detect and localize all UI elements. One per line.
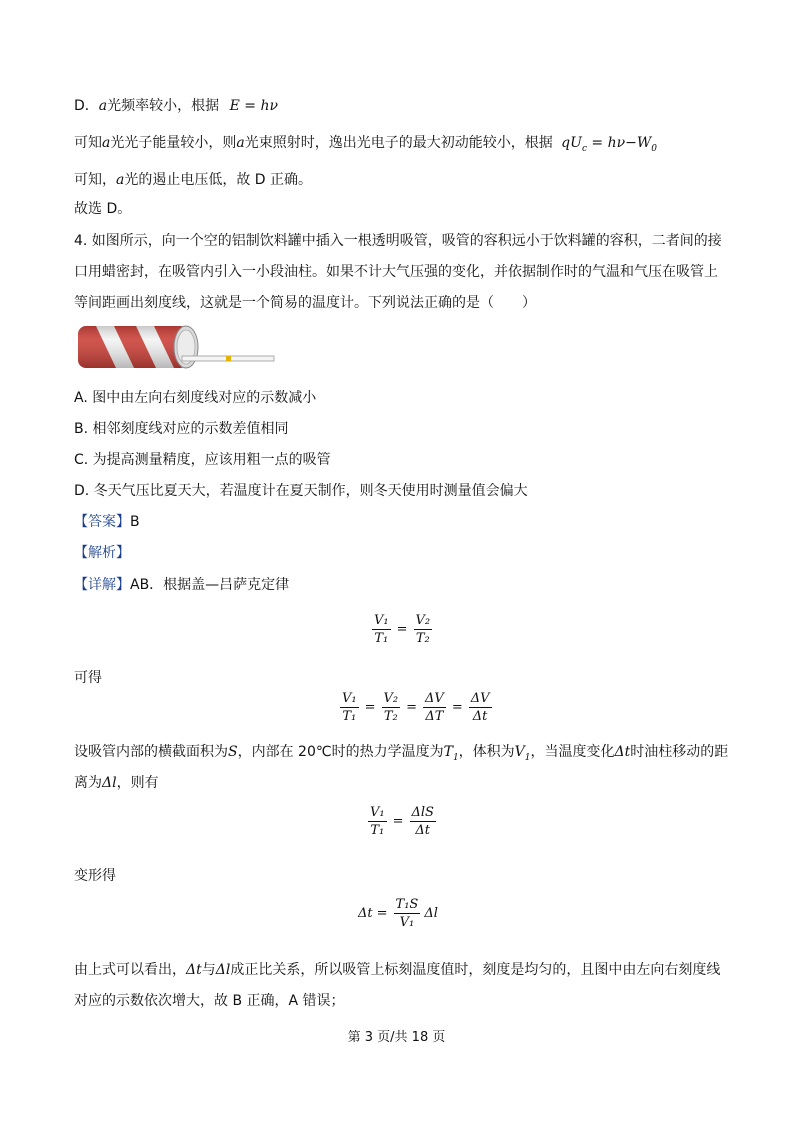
eq-part: = hν−W (586, 135, 652, 151)
var-v: V (514, 744, 525, 760)
denominator: T₁ (374, 631, 389, 646)
text: 可知 (74, 135, 102, 151)
fraction (394, 896, 421, 931)
sub: 1 (524, 752, 531, 763)
line-conclusion-1 (74, 960, 720, 980)
answer-value: B (130, 514, 140, 530)
denominator: Δt (415, 823, 431, 838)
option-d: D. 冬天气压比夏天大，若温度计在夏天制作，则冬天使用时测量值会偏大 (74, 483, 528, 499)
page-footer: 第 3 页/共 18 页 (347, 1030, 446, 1045)
numerator: V₁ (342, 691, 357, 706)
denominator: Δt (472, 709, 488, 724)
fraction (414, 612, 433, 647)
text: ，则有 (116, 775, 159, 791)
fraction (423, 690, 446, 725)
option-c: C. 为提高测量精度，应该用粗一点的吸管 (74, 452, 331, 468)
fraction (382, 690, 401, 725)
equation-3 (366, 804, 438, 839)
question-4-line-3: 等间距画出刻度线，这就是一个简易的温度计。下列说法正确的是（ ） (74, 295, 536, 311)
denominator: ΔT (425, 709, 444, 724)
detail-text: AB．根据盖—吕萨克定律 (130, 577, 290, 593)
text: 光束照射时，逸出光电子的最大初动能较小，根据 (244, 135, 553, 151)
detail-line (74, 575, 289, 595)
fraction (368, 804, 387, 839)
fraction (372, 612, 391, 647)
var-dt: Δt (614, 744, 631, 760)
numerator: T₁S (395, 897, 419, 912)
var-a: a (116, 172, 125, 188)
eq-part: qU (561, 135, 582, 151)
denominator: T₂ (415, 631, 430, 646)
analysis-line (74, 543, 130, 563)
equation-e-hv: E = hν (229, 98, 278, 114)
var-dl: Δl (102, 775, 117, 791)
text: 由上式可以看出， (74, 962, 186, 978)
equals-sign: = (396, 622, 408, 637)
text: 设吸管内部的横截面积为 (74, 744, 228, 760)
text: 光光子能量较小，则 (110, 135, 237, 151)
var-a: a (236, 135, 245, 151)
var-t: T (443, 744, 453, 760)
denominator: T₂ (383, 709, 398, 724)
option-a: A. 图中由左向右刻度线对应的示数减小 (74, 390, 317, 406)
option-d-prefix: D． (74, 98, 99, 114)
soda-can-thermometer-image (74, 322, 279, 372)
equation-2 (338, 690, 494, 725)
text: 时油柱移动的距 (630, 744, 729, 760)
question-4-line-2: 口用蜡密封，在吸管内引入一小段油柱。如果不计大气压强的变化，并依据制作时的气温和气压在吸管上 (74, 264, 718, 280)
line-conclusion-2: 对应的示数依次增大，故 B 正确，A 错误； (74, 993, 345, 1009)
equals-sign: = (451, 700, 463, 715)
denominator: T₁ (370, 823, 385, 838)
var-dl: Δl (215, 962, 231, 978)
var-a: a (98, 98, 108, 114)
text: ，内部在 20℃时的热力学温度为 (237, 744, 444, 760)
analysis-label: 【解析】 (74, 545, 130, 561)
denominator: T₁ (342, 709, 357, 724)
text: 离为 (74, 775, 102, 791)
lhs: Δt (358, 906, 373, 921)
option-d-line (74, 96, 278, 116)
line-zhidian (74, 170, 312, 190)
fraction (410, 804, 436, 839)
rhs: Δl (424, 906, 438, 921)
fraction (340, 690, 359, 725)
line-guxuan: 故选 D。 (74, 201, 132, 217)
numerator: ΔV (470, 691, 490, 706)
var-dt: Δt (186, 962, 202, 978)
line-set-1 (74, 742, 728, 768)
text: ，体积为 (458, 744, 515, 760)
sub: 1 (452, 752, 459, 763)
question-4-line-1: 4. 如图所示，向一个空的铝制饮料罐中插入一根透明吸管，吸管的容积远小于饮料罐的容积，二者间的接 (74, 233, 722, 249)
numerator: ΔlS (411, 805, 434, 820)
text: 光的遏止电压低，故 D 正确。 (124, 172, 313, 188)
text: 成正比关系，所以吸管上标刻温度值时，刻度是均匀的，且图中由左向右刻度线 (230, 962, 721, 978)
detail-label: 【详解】 (74, 577, 130, 593)
option-d-text: 光频率较小，根据 (107, 98, 220, 114)
text: 与 (201, 962, 216, 978)
answer-label: 【答案】 (74, 514, 130, 530)
eq-sub: 0 (651, 143, 657, 154)
line-set-2 (74, 773, 159, 793)
numerator: V₁ (370, 805, 385, 820)
answer-line (74, 512, 140, 532)
fraction (469, 690, 492, 725)
numerator: ΔV (425, 691, 444, 706)
var-a: a (102, 135, 111, 151)
equation-qu (561, 135, 657, 154)
equals-sign: = (376, 906, 388, 921)
eq-sub: c (581, 143, 587, 154)
line-kede: 可得 (74, 670, 102, 686)
numerator: V₁ (374, 613, 389, 628)
option-b: B. 相邻刻度线对应的示数差值相同 (74, 421, 289, 437)
line-bianxing: 变形得 (74, 868, 116, 884)
equals-sign: = (392, 814, 404, 829)
equation-4 (358, 896, 438, 931)
equation-1 (370, 612, 434, 647)
numerator: V₂ (383, 691, 399, 706)
text: ，当温度变化 (530, 744, 615, 760)
equals-sign: = (406, 700, 418, 715)
equals-sign: = (364, 700, 376, 715)
var-s: S (228, 744, 238, 760)
text: 可知， (74, 172, 116, 188)
numerator: V₂ (415, 613, 431, 628)
line-kezhi (74, 133, 657, 159)
denominator: V₁ (399, 915, 415, 930)
